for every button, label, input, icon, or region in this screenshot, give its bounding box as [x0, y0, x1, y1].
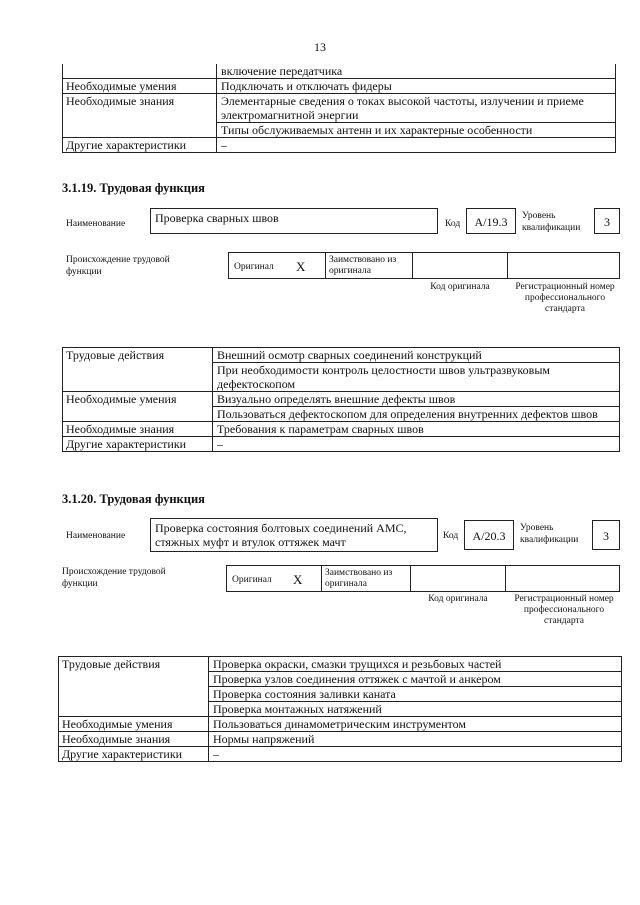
row-label: Необходимые знания — [59, 732, 209, 747]
row-value: Проверка узлов соединения оттяжек с мачтой и анкером — [209, 672, 622, 687]
reg-number-box — [507, 252, 620, 279]
level-box — [594, 208, 620, 234]
code-box — [466, 208, 516, 234]
row-label — [59, 687, 209, 702]
row-label: Трудовые действия — [63, 348, 213, 363]
function-name: Проверка состояния болтовых соединений АМС, стяжных муфт и втулок оттяжек мачт — [155, 521, 407, 549]
code-label: Код — [445, 219, 461, 229]
table-row — [59, 717, 622, 732]
original-label: Оригинал — [234, 262, 274, 272]
code-original-box — [412, 252, 508, 279]
row-value: включение передатчика — [217, 64, 616, 79]
row-label — [63, 407, 213, 422]
row-label: Другие характеристики — [63, 437, 213, 452]
table-row — [63, 138, 616, 153]
function-name: Проверка сварных швов — [155, 211, 279, 225]
name-label: Наименование — [66, 531, 126, 541]
function-code: A/20.3 — [472, 529, 506, 543]
row-label — [63, 64, 217, 79]
row-label: Другие характеристики — [63, 138, 217, 153]
original-mark: X — [293, 572, 303, 587]
origin-label: Происхождение трудовой функции — [62, 567, 166, 589]
row-label: Необходимые знания — [63, 422, 213, 437]
row-value: Визуально определять внешние дефекты швов — [213, 392, 620, 407]
table-row — [59, 672, 622, 687]
row-value: Внешний осмотр сварных соединений конструкций — [213, 348, 620, 363]
section-heading: 3.1.19. Трудовая функция — [62, 181, 205, 195]
table-row — [63, 348, 620, 363]
table-row — [63, 392, 620, 407]
level-box — [592, 520, 620, 550]
table-row — [63, 64, 616, 79]
table-row — [59, 687, 622, 702]
reg-number-caption: Регистрационный номер профессионального стандарта — [514, 594, 614, 626]
row-value: Проверка монтажных натяжений — [209, 702, 622, 717]
row-label: Необходимые умения — [59, 717, 209, 732]
table-row — [63, 94, 616, 123]
row-label: Трудовые действия — [59, 657, 209, 672]
borrowed-label: Заимствовано из оригинала — [329, 255, 397, 276]
original-label: Оригинал — [232, 575, 272, 585]
function-code: A/19.3 — [474, 215, 508, 229]
row-label — [63, 123, 217, 138]
table-row — [59, 702, 622, 717]
original-box — [226, 565, 322, 592]
level-label: Уровень квалификации — [520, 523, 579, 545]
borrowed-label: Заимствовано из оригинала — [325, 568, 393, 589]
origin-label: Происхождение трудовой функции — [66, 255, 170, 277]
row-label: Необходимые знания — [63, 94, 217, 123]
table-row — [63, 437, 620, 452]
row-value: Типы обслуживаемых антенн и их характерные особенности — [217, 123, 616, 138]
function-level: 3 — [603, 529, 609, 543]
row-label — [63, 363, 213, 392]
original-box — [228, 252, 326, 279]
function-name-box — [150, 518, 438, 552]
top-table — [62, 64, 616, 153]
row-value: Элементарные сведения о токах высокой частоты, излучении и приеме электромагнитной энергии — [217, 94, 616, 123]
row-value: Пользоваться динамометрическим инструментом — [209, 717, 622, 732]
row-label — [59, 672, 209, 687]
borrowed-box — [325, 252, 413, 279]
code-original-box — [410, 565, 506, 592]
function-name-box — [150, 208, 438, 234]
row-value: – — [209, 747, 622, 762]
table-row — [59, 732, 622, 747]
section-table — [58, 656, 622, 762]
row-label: Необходимые умения — [63, 392, 213, 407]
row-value: – — [217, 138, 616, 153]
row-value: Проверка окраски, смазки трущихся и резьбовых частей — [209, 657, 622, 672]
table-row — [63, 79, 616, 94]
table-row — [59, 657, 622, 672]
row-value: Нормы напряжений — [209, 732, 622, 747]
table-row — [63, 407, 620, 422]
row-value: Проверка состояния заливки каната — [209, 687, 622, 702]
row-label: Необходимые умения — [63, 79, 217, 94]
table-row — [63, 422, 620, 437]
function-level: 3 — [604, 215, 610, 229]
section-table — [62, 347, 620, 452]
table-row — [63, 123, 616, 138]
code-original-caption: Код оригинала — [428, 594, 488, 604]
section-heading: 3.1.20. Трудовая функция — [62, 492, 205, 506]
row-label — [59, 702, 209, 717]
row-label: Другие характеристики — [59, 747, 209, 762]
level-label: Уровень квалификации — [522, 211, 581, 233]
row-value: – — [213, 437, 620, 452]
code-box — [464, 520, 514, 550]
borrowed-box — [321, 565, 411, 592]
row-value: Подключать и отключать фидеры — [217, 79, 616, 94]
reg-number-caption: Регистрационный номер профессионального стандарта — [515, 282, 615, 314]
reg-number-box — [505, 565, 620, 592]
row-value: При необходимости контроль целостности швов ультразвуковым дефектоскопом — [213, 363, 620, 392]
row-value: Требования к параметрам сварных швов — [213, 422, 620, 437]
table-row — [63, 363, 620, 392]
row-value: Пользоваться дефектоскопом для определения внутренних дефектов швов — [213, 407, 620, 422]
page-number: 13 — [314, 40, 326, 54]
original-mark: X — [296, 259, 306, 274]
code-original-caption: Код оригинала — [430, 282, 490, 292]
code-label: Код — [443, 531, 459, 541]
name-label: Наименование — [66, 219, 126, 229]
table-row — [59, 747, 622, 762]
